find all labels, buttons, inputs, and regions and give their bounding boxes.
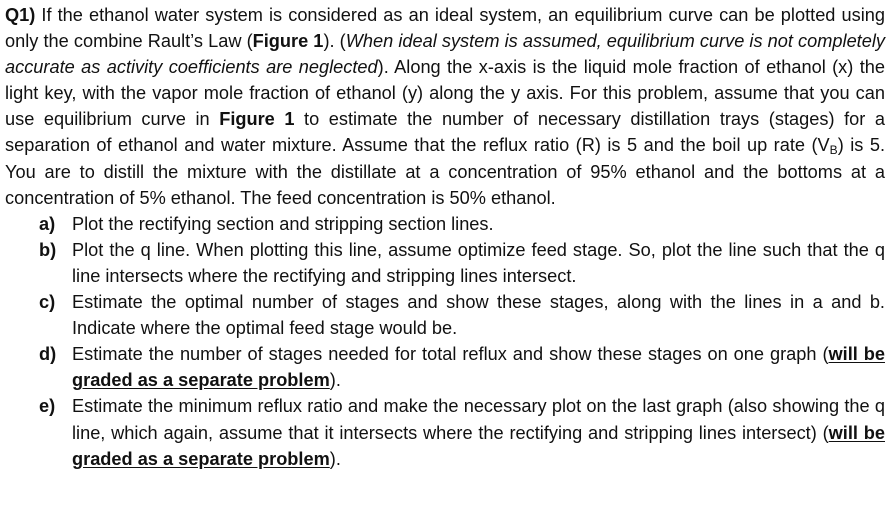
sub-question-label: d) — [39, 344, 57, 365]
text-segment: to estimate the number of necessary distillation trays (stages) for a separation of ethanol and water mixture. Assume that the reflux ratio (R) is 5 and the boil up rate (V — [5, 109, 885, 156]
sub-question-e — [5, 393, 885, 471]
text-segment: ). — [329, 448, 341, 469]
figure-reference: Figure 1 — [219, 109, 295, 130]
text-segment: Estimate the minimum reflux ratio and make the necessary plot on the last graph (also showing the q line, which again, assume that it intersects where the rectifying and stripping lines intersect) ( — [72, 396, 885, 443]
text-segment: ). ( — [323, 31, 346, 52]
text-segment: ) is 5. You are to distill the mixture with the distillate at a concentration of 95% ethanol and the bottoms at a concentration of 5% ethanol. The feed concentration is 50% ethanol. — [5, 135, 885, 208]
text-segment: Plot the q line. When plotting this line, assume optimize feed stage. So, plot the line such that the q line intersects where the rectifying and stripping lines intersect. — [72, 239, 885, 286]
sub-question-text — [72, 214, 494, 234]
sub-question-c — [5, 289, 885, 341]
question-intro-text — [5, 5, 885, 208]
question-paragraph — [5, 2, 885, 211]
text-segment: Estimate the optimal number of stages and show these stages, along with the lines in a and b. Indicate where the optimal feed stage would be. — [72, 292, 885, 339]
graded-note: will be graded as a separate problem — [72, 344, 885, 391]
text-segment: ). — [329, 370, 341, 391]
sub-question-label: b) — [39, 239, 57, 260]
document — [5, 2, 885, 472]
sub-question-label: e) — [39, 396, 56, 417]
text-segment: Estimate the number of stages needed for total reflux and show these stages on one graph ( — [72, 344, 829, 365]
figure-reference: Figure 1 — [252, 31, 324, 52]
graded-note: will be graded as a separate problem — [72, 422, 885, 469]
text-segment: If the ethanol water system is considered as an ideal system, an equilibrium curve can be plotted using only the combine Rault’s Law ( — [5, 5, 885, 52]
sub-question-a — [5, 211, 885, 237]
sub-question-list — [5, 211, 885, 472]
sub-question-text — [72, 344, 885, 390]
text-segment: Plot the rectifying section and stripping section lines. — [72, 213, 494, 234]
text-segment: B — [829, 143, 838, 158]
sub-question-text — [72, 240, 885, 286]
sub-question-label: c) — [39, 292, 56, 313]
sub-question-text — [72, 292, 885, 338]
sub-question-d — [5, 341, 885, 393]
question-number: Q1) — [5, 5, 36, 25]
sub-question-b — [5, 237, 885, 289]
sub-question-label: a) — [39, 213, 56, 234]
text-segment: ). Along the x-axis is the liquid mole fraction of ethanol (x) the light key, with the vapor mole fraction of ethanol (y) along the y axis. For this problem, assume that you can use equilibrium curve in — [5, 57, 886, 130]
sub-question-text — [72, 396, 885, 468]
text-segment: When ideal system is assumed, equilibrium curve is not completely accurate as activity coefficients are neglected — [5, 31, 885, 78]
